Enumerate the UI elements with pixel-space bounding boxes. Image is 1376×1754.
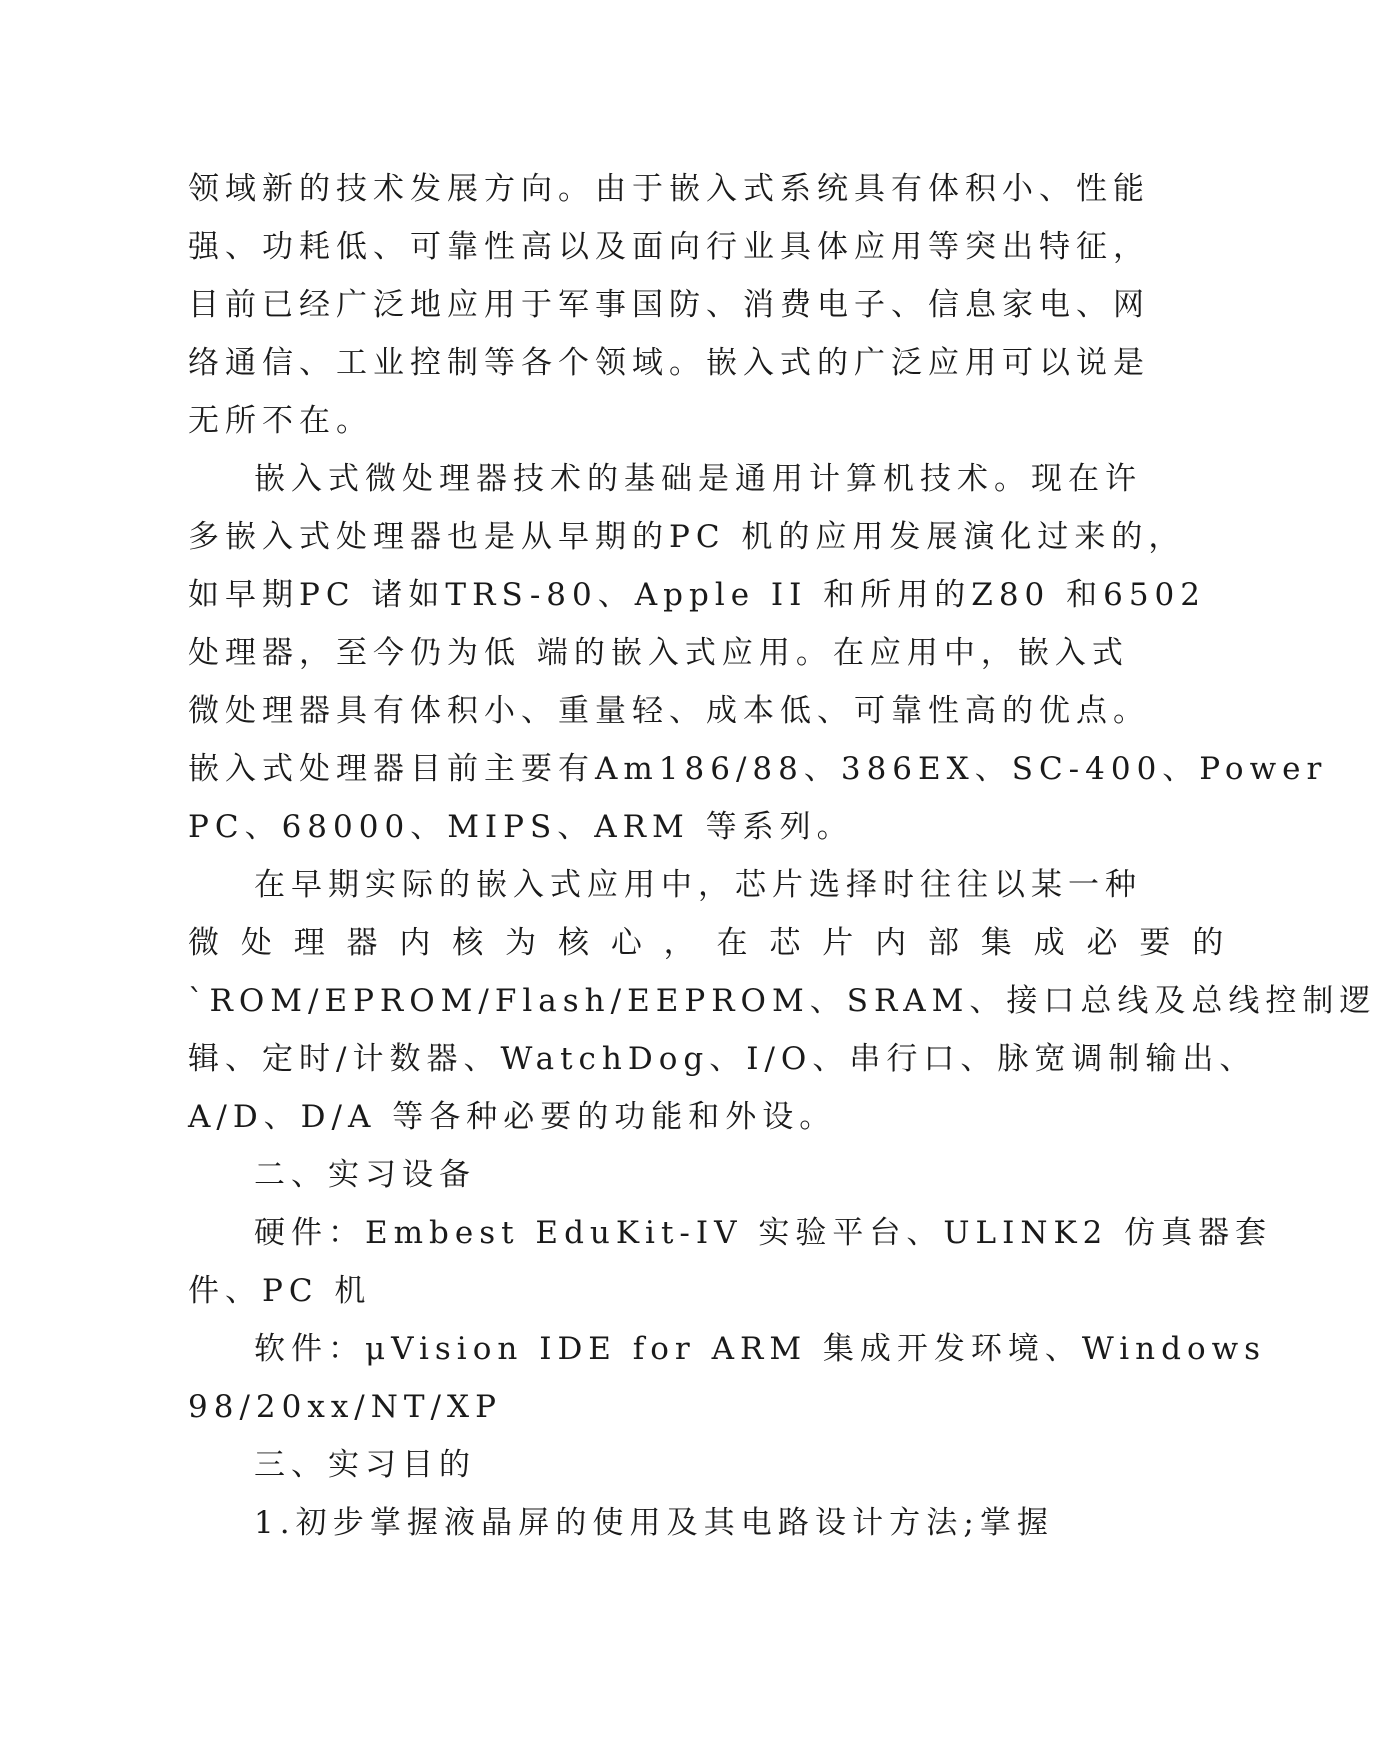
- text-line: 件、PC 机: [188, 1273, 372, 1309]
- text-line: 软件：μVision IDE for ARM 集成开发环境、Windows: [254, 1331, 1267, 1367]
- text-line: 1.初步掌握液晶屏的使用及其电路设计方法;掌握: [254, 1505, 1054, 1541]
- text-line: 络通信、工业控制等各个领域。嵌入式的广泛应用可以说是: [188, 345, 1150, 381]
- text-line: 硬件：Embest EduKit-IV 实验平台、ULINK2 仿真器套: [254, 1215, 1273, 1251]
- text-line: 微 处 理 器 内 核 为 核 心 ， 在 芯 片 内 部 集 成 必 要 的: [188, 925, 1230, 961]
- text-line: 98/20xx/NT/XP: [188, 1389, 502, 1425]
- text-line: 在早期实际的嵌入式应用中，芯片选择时往往以某一种: [254, 867, 1142, 903]
- text-line: A/D、D/A 等各种必要的功能和外设。: [188, 1099, 837, 1135]
- text-line: 多嵌入式处理器也是从早期的PC 机的应用发展演化过来的，: [188, 519, 1186, 555]
- section-heading: 三、实习目的: [254, 1447, 476, 1483]
- text-line: 领域新的技术发展方向。由于嵌入式系统具有体积小、性能: [188, 171, 1150, 207]
- section-heading: 二、实习设备: [254, 1157, 476, 1193]
- text-line: 处理器，至今仍为低 端的嵌入式应用。在应用中，嵌入式: [188, 635, 1129, 671]
- text-line: 如早期PC 诸如TRS-80、Apple II 和所用的Z80 和6502: [188, 577, 1207, 613]
- text-line: 微处理器具有体积小、重量轻、成本低、可靠性高的优点。: [188, 693, 1150, 729]
- text-line: 嵌入式微处理器技术的基础是通用计算机技术。现在许: [254, 461, 1142, 497]
- text-line: 嵌入式处理器目前主要有Am186/88、386EX、SC-400、Power: [188, 751, 1328, 787]
- text-line: 无所不在。: [188, 403, 373, 439]
- text-line: PC、68000、MIPS、ARM 等系列。: [188, 809, 854, 845]
- text-line: 目前已经广泛地应用于军事国防、消费电子、信息家电、网: [188, 287, 1150, 323]
- document-body: [188, 160, 1376, 1552]
- text-line: 辑、定时/计数器、WatchDog、I/O、串行口、脉宽调制输出、: [188, 1041, 1257, 1077]
- text-line: `ROM/EPROM/Flash/EEPROM、SRAM、接口总线及总线控制逻: [188, 983, 1376, 1019]
- text-line: 强、功耗低、可靠性高以及面向行业具体应用等突出特征，: [188, 229, 1150, 265]
